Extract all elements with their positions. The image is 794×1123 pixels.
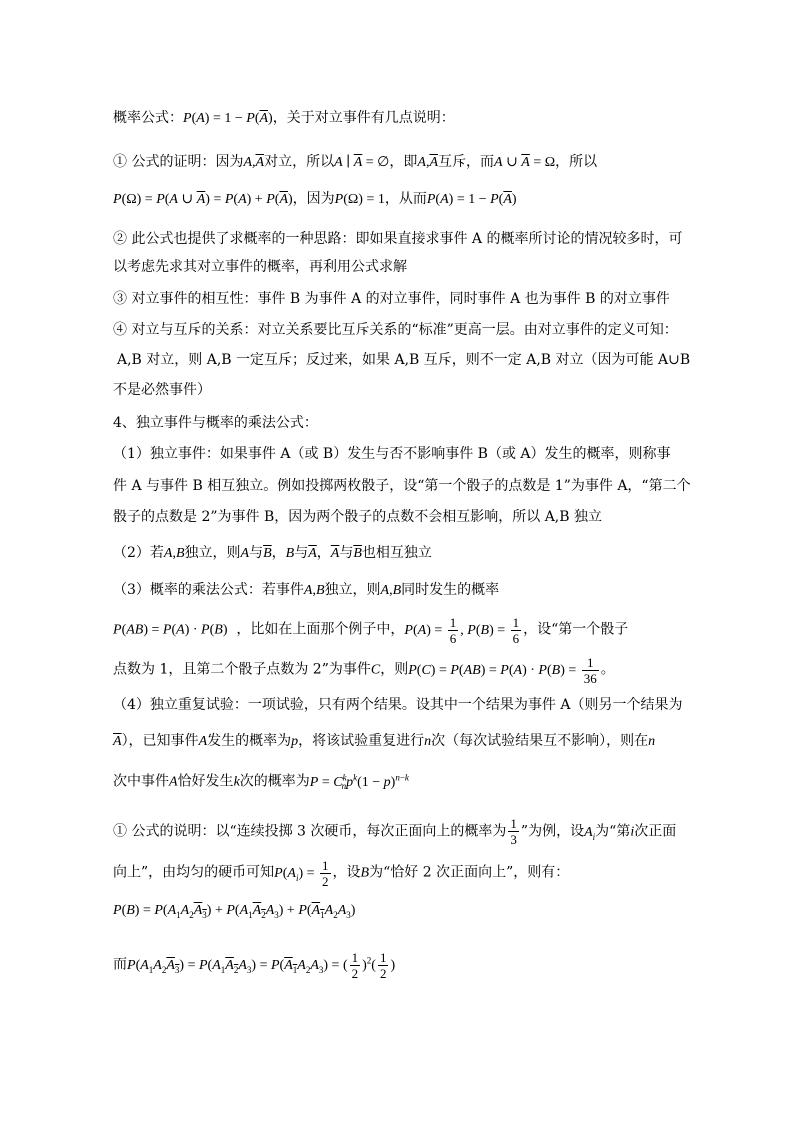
text: 与 (249, 545, 264, 561)
paragraph-line: （1）独立事件：如果事件 A（或 B）发生与否不影响事件 B（或 A）发生的概率，则称事 (113, 446, 671, 462)
text: 独立，则 (184, 545, 241, 561)
text: 次的概率为 (239, 773, 310, 790)
text: ，比如在上面那个例子中， (236, 621, 405, 638)
text: ，设“第一个骰子 (523, 621, 629, 638)
text: ，关于对立事件有几点说明： (272, 110, 455, 126)
text: 而 (113, 956, 127, 973)
text: 与 (339, 545, 354, 561)
text: 向上”，由均匀的硬币可知 (113, 864, 275, 881)
paragraph-line: 向上”，由均匀的硬币可知$P(A_i)$ = $\frac{1}{2}$ ，设B为“恰好 2 次正面向上”，则有： (113, 858, 570, 889)
text: 。 (600, 661, 615, 678)
text: 与 (294, 545, 309, 561)
text: 为“第 (595, 823, 631, 840)
paragraph-line: ④ 对立与互斥的关系：对立关系要比互斥关系的“标准”更高一层。由对立事件的定义可知： (113, 322, 678, 338)
paragraph-line: ③ 对立事件的相互性：事件 B 为事件 A 的对立事件，同时事件 A 也为事件 B 的对立事件 (113, 291, 670, 307)
text: ① 公式的说明：以“连续投掷 3 次硬币，每次正面向上的概率为 (113, 823, 507, 840)
text: ，则 (380, 661, 409, 678)
text: ”为例，设 (520, 823, 585, 840)
proof-line-2: P(Ω) = P(A ∪ $\overline{A}) = P(A) + P(\overline{A})$，因为P(Ω) = 1，从而$P(A) = 1 - P(\overline{A})$ (113, 191, 517, 207)
text: 发生的概率为 (207, 733, 292, 749)
formula-line: P(AB) = P(A) · P(B) ，比如在上面那个例子中，P(A) = $\frac{1}{6}$ , P(B) = $\frac{1}{6}$ ，设“第一个骰子 (113, 615, 629, 646)
text: （3）概率的乘法公式：若事件 (113, 582, 304, 598)
text: ， (316, 545, 331, 561)
text: ① 公式的证明：因为 (113, 154, 244, 170)
formula-line: 次中事件A恰好发生k次的概率为$P = C^k_np^k(1 - p)^{n-k}$ (113, 772, 409, 792)
text: ），已知事件 (121, 733, 199, 749)
text: ，设 (332, 864, 361, 881)
text: 次正面 (634, 823, 677, 840)
paragraph-line: $\overline{A}$），已知事件A发生的概率为p，将该试验重复进行n次（每次试验结果互不影响），则在n (113, 733, 656, 749)
paragraph-line: 骰子的点数是 2”为事件 B，因为两个骰子的点数不会相互影响，所以 A,B 独立 (113, 509, 603, 525)
proof-line-1: ① 公式的证明：因为$A,\overline{A}$对立，所以A ∣ $\overline{A}$ = ∅，即$A,\overline{A}$互斥，而A ∪ $\overline{A} = \Omega$，所以 (113, 154, 598, 170)
text: 为“恰好 2 次正面向上”，则有： (369, 864, 570, 881)
formula-line: $P(B) = P(A_1A_2A_3) + P(A_1A_2A_3) + P(A_1A_2A_3)$ (113, 903, 356, 920)
text: 对立，所以 (264, 154, 335, 170)
text: 独立，则 (324, 582, 381, 598)
formula-line: 点数为 1，且第二个骰子点数为 2”为事件C，则P(C) = P(AB) = P(A) · P(B) = $\frac{1}{36}$ 。 (113, 655, 615, 686)
paragraph-line: ① 公式的说明：以“连续投掷 3 次硬币，每次正面向上的概率为 $\frac{1}{3}$ ”为例，设$A_i$为“第i次正面 (113, 816, 677, 847)
text: 点数为 1，且第二个骰子点数为 2”为事件 (113, 661, 371, 678)
text: ，所以 (555, 154, 598, 170)
text: ，从而 (384, 191, 427, 207)
paragraph-line: 不是必然事件） (113, 382, 211, 398)
section-heading: 4、独立事件与概率的乘法公式： (113, 415, 318, 431)
text: ，将该试验重复进行 (298, 733, 425, 749)
text: 恰好发生 (177, 773, 234, 790)
text: 也相互独立 (361, 545, 432, 561)
text: 次（每次试验结果互不影响），则在 (431, 733, 649, 749)
text: ，因为 (292, 191, 335, 207)
paragraph-line: 以考虑先求其对立事件的概率，再利用公式求解 (113, 259, 407, 275)
paragraph-line: ② 此公式也提供了求概率的一种思路：即如果直接求事件 A 的概率所讨论的情况较多时，可 (113, 231, 683, 247)
text: 概率公式： (113, 110, 183, 126)
text: （2）若 (113, 545, 164, 561)
formula-line-1: 概率公式：$P(A) = 1 - P(\overline{A})$，关于对立事件有几点说明： (113, 110, 455, 126)
text: ，即 (389, 154, 418, 170)
paragraph-line: （4）独立重复试验：一项试验，只有两个结果。设其中一个结果为事件 A（则另一个结果为 (113, 697, 683, 713)
paragraph-line: （3）概率的乘法公式：若事件A,B独立，则A,B同时发生的概率 (113, 582, 500, 598)
formula-line: 而$P(A_1A_2A_3) = P(A_1A_2A_3) = P(A_1A_2A_3)$ = ( $\frac{1}{2}$ )$^2$( $\frac{1}{2}$ ) (113, 950, 396, 981)
paragraph-line: （2）若A,B独立，则A与$\overline{B}$，B与$\overline{A}$，$\overline{A}$与$\overline{B}$也相互独立 (113, 545, 432, 561)
text: 同时发生的概率 (401, 582, 500, 598)
text: 次中事件 (113, 773, 169, 790)
text: 互斥，而 (438, 154, 494, 170)
text: ， (271, 545, 286, 561)
paragraph-line: 件 A 与事件 B 相互独立。例如投掷两枚骰子，设“第一个骰子的点数是 1”为事件 A，“第二个 (113, 478, 691, 494)
paragraph-line: A,B 对立，则 A,B 一定互斥；反过来，如果 A,B 互斥，则不一定 A,B 对立（因为可能 A∪B (117, 352, 691, 368)
